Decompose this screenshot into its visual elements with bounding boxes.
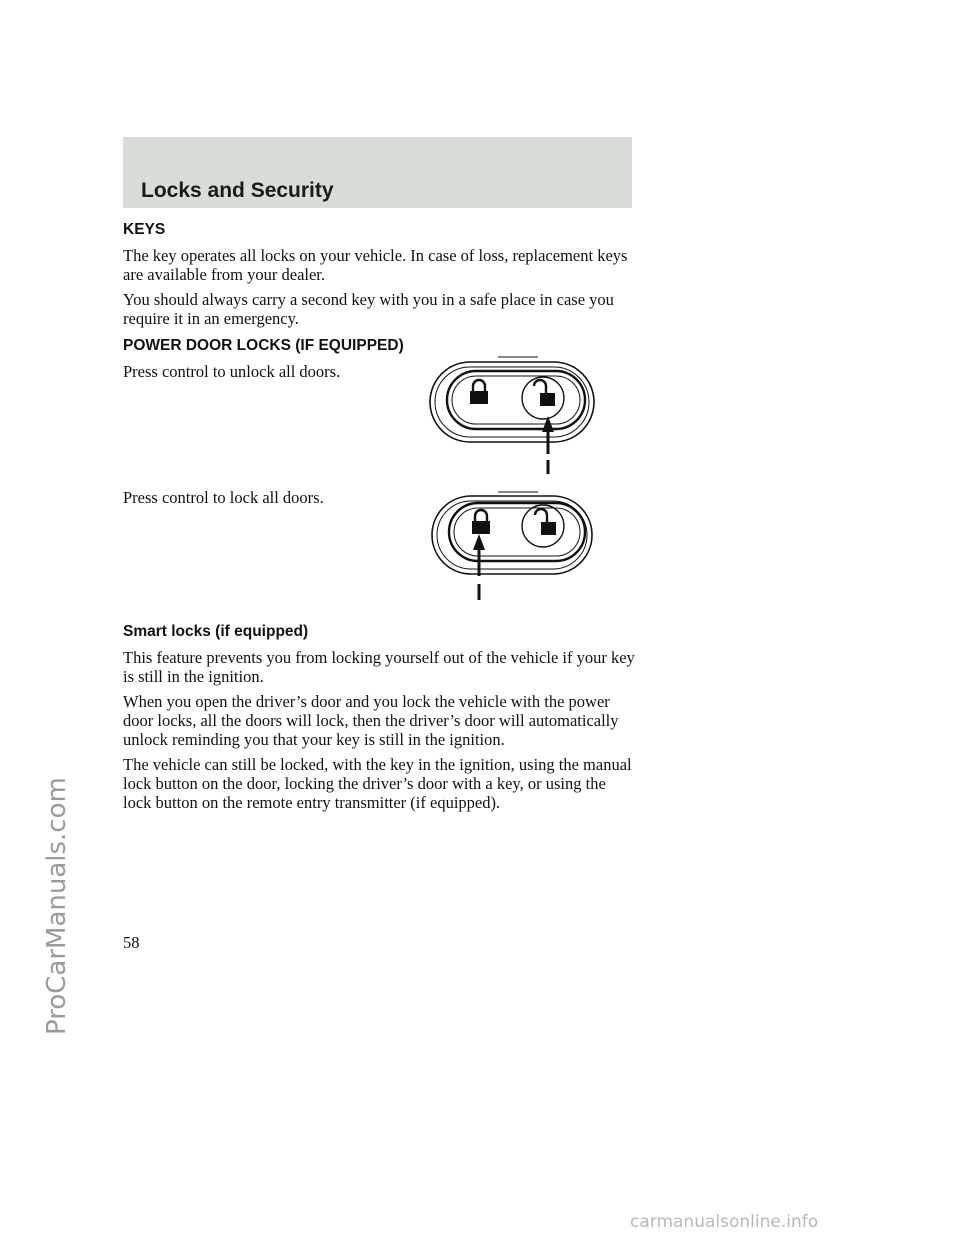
keys-heading: KEYS (123, 221, 166, 238)
keys-paragraph-1: The key operates all locks on your vehicle. In case of loss, replacement keys are available from your dealer. (123, 246, 628, 284)
smart-locks-paragraph-2: When you open the driver’s door and you lock the vehicle with the power door locks, all the doors will lock, then the driver’s door will automatically unlock reminding you that your key is still in the ignition. (123, 692, 619, 749)
section-header-band (123, 137, 632, 208)
page-number: 58 (123, 933, 140, 952)
unlock-arrow-icon (542, 416, 554, 474)
side-watermark (0, 0, 72, 1242)
unlock-switch-illustration (418, 352, 598, 480)
padlock-closed-icon (472, 510, 490, 534)
padlock-open-icon (535, 509, 556, 535)
footer-watermark: carmanualsonline.info (630, 1212, 819, 1232)
padlock-closed-icon (470, 380, 488, 404)
lock-instruction: Press control to lock all doors. (123, 488, 324, 507)
padlock-open-icon (534, 380, 555, 406)
smart-locks-paragraph-3: The vehicle can still be locked, with the key in the ignition, using the manual lock button on the door, locking the driver’s door with a key, or using the lock button on the remote entry transmitter (if equipped). (123, 755, 632, 812)
unlock-instruction: Press control to unlock all doors. (123, 362, 341, 381)
lock-arrow-icon (473, 534, 485, 600)
lock-switch-illustration (418, 488, 598, 606)
keys-paragraph-2: You should always carry a second key with you in a safe place in case you require it in an emergency. (123, 290, 614, 328)
smart-locks-heading: Smart locks (if equipped) (123, 623, 309, 640)
side-watermark-text: ProCarManuals.com (42, 777, 72, 1035)
section-title: Locks and Security (141, 179, 334, 202)
smart-locks-paragraph-1: This feature prevents you from locking yourself out of the vehicle if your key is still in the ignition. (123, 648, 635, 686)
power-door-locks-heading: POWER DOOR LOCKS (IF EQUIPPED) (123, 337, 404, 354)
